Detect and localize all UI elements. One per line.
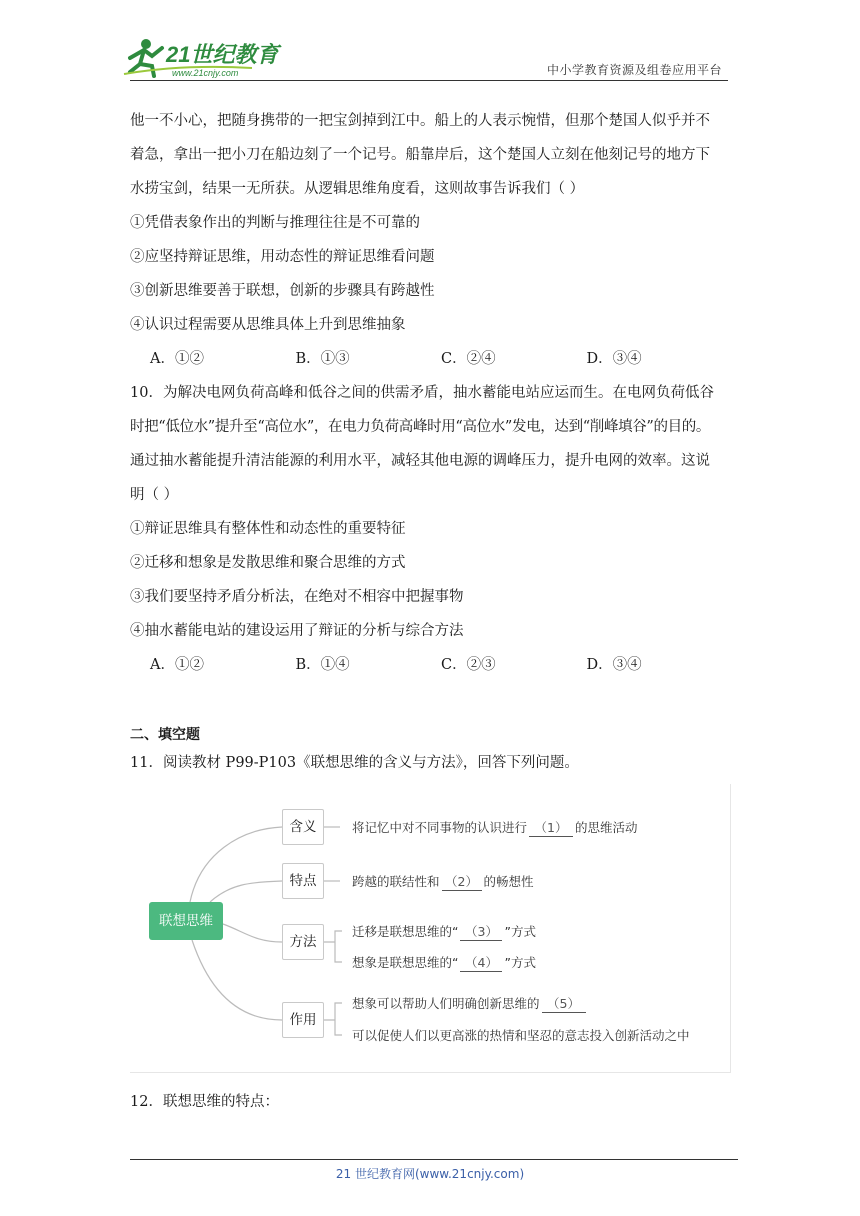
method-text-1-pre: 迁移是联想思维的“ (352, 924, 459, 939)
effect-text-2: 可以促使人们以更高涨的热情和坚忍的意志投入创新活动之中 (352, 1028, 690, 1043)
method-text-2-post: ”方式 (504, 955, 536, 970)
method-text-1 (352, 922, 536, 941)
meaning-text (352, 818, 638, 837)
header-platform-text: 中小学教育资源及组卷应用平台 (546, 63, 722, 77)
header-divider (130, 80, 728, 81)
q9-line-3: 水捞宝剑，结果一无所获。从逻辑思维角度看，这则故事告诉我们（ ） (130, 181, 585, 197)
feature-text (352, 872, 534, 891)
q10-line-2: 时把“低位水”提升至“高位水”，在电力负荷高峰时用“高位水”发电，达到“削峰填谷”的目的。 (130, 419, 711, 435)
effect-text-1 (352, 994, 588, 1013)
q10-item-2: ②迁移和想象是发散思维和聚合思维的方式 (130, 555, 406, 571)
document-body (130, 104, 732, 1115)
node-effect: 作用 (282, 1002, 324, 1038)
q11-stem: 11．阅读教材 P99-P103《联想思维的含义与方法》，回答下列问题。 (130, 755, 579, 771)
question-9 (130, 104, 732, 376)
section-title: 二、填空题 (130, 727, 200, 743)
node-feature: 特点 (282, 863, 324, 899)
method-text-1-post: ”方式 (504, 924, 536, 939)
blank-2[interactable]: （2） (442, 872, 482, 891)
node-meaning: 含义 (282, 809, 324, 845)
q10-item-3: ③我们要坚持矛盾分析法，在绝对不相容中把握事物 (130, 589, 464, 605)
blank-4[interactable]: （4） (460, 953, 502, 972)
q9-line-2: 着急，拿出一把小刀在船边刻了一个记号。船靠岸后，这个楚国人立刻在他刻记号的地方下 (130, 147, 710, 163)
node-method: 方法 (282, 924, 324, 960)
question-10 (130, 376, 732, 682)
footer-divider (130, 1159, 738, 1160)
q9-item-1: ①凭借表象作出的判断与推理往往是不可靠的 (130, 215, 420, 231)
q9-option-d[interactable]: D．③④ (586, 351, 642, 367)
meaning-text-pre: 将记忆中对不同事物的认识进行 (352, 820, 528, 835)
q10-line-1: 10．为解决电网负荷高峰和低谷之间的供需矛盾，抽水蓄能电站应运而生。在电网负荷低谷 (130, 385, 714, 401)
q10-option-c[interactable]: C．②③ (441, 657, 496, 673)
meaning-text-post: 的思维活动 (575, 820, 638, 835)
q10-option-d[interactable]: D．③④ (586, 657, 642, 673)
effect-text-1-pre: 想象可以帮助人们明确创新思维的 (352, 996, 540, 1011)
footer-link[interactable]: 21 世纪教育网(www.21cnjy.com) (335, 1167, 525, 1181)
blank-5[interactable]: （5） (542, 994, 586, 1013)
q9-item-3: ③创新思维要善于联想，创新的步骤具有跨越性 (130, 283, 435, 299)
q10-option-b[interactable]: B．①④ (295, 657, 350, 673)
q9-item-2: ②应坚持辩证思维，用动态性的辩证思维看问题 (130, 249, 435, 265)
q10-option-a[interactable]: A．①② (150, 657, 204, 673)
q10-line-4: 明（ ） (130, 487, 179, 503)
feature-text-pre: 跨越的联结性和 (352, 874, 440, 889)
q10-line-3: 通过抽水蓄能提升清洁能源的利用水平，减轻其他电源的调峰压力，提升电网的效率。这说 (130, 453, 710, 469)
q9-option-b[interactable]: B．①③ (295, 351, 350, 367)
q10-item-1: ①辩证思维具有整体性和动态性的重要特征 (130, 521, 406, 537)
q9-option-a[interactable]: A．①② (150, 351, 204, 367)
q9-options (130, 342, 732, 376)
q9-item-4: ④认识过程需要从思维具体上升到思维抽象 (130, 317, 406, 333)
q10-options (130, 648, 732, 682)
site-logo[interactable] (122, 34, 302, 80)
q9-option-c[interactable]: C．②④ (441, 351, 496, 367)
question-12-stem: 12．联想思维的特点： (130, 1094, 279, 1110)
q10-item-4: ④抽水蓄能电站的建设运用了辩证的分析与综合方法 (130, 623, 464, 639)
feature-text-post: 的畅想性 (483, 874, 534, 889)
blank-3[interactable]: （3） (460, 922, 502, 941)
blank-1[interactable]: （1） (529, 818, 573, 837)
runner-logo-icon (122, 34, 302, 80)
q9-line-1: 他一不小心，把随身携带的一把宝剑掉到江中。船上的人表示惋惜，但那个楚国人似乎并不 (130, 113, 710, 129)
method-text-2 (352, 953, 536, 972)
mind-map-diagram (130, 784, 731, 1073)
question-11 (130, 750, 732, 1073)
method-text-2-pre: 想象是联想思维的“ (352, 955, 459, 970)
center-node-associative-thinking: 联想思维 (149, 902, 223, 940)
logo-url: www.21cnjy.com (172, 68, 239, 78)
logo-text: 21世纪教育 (166, 42, 279, 67)
